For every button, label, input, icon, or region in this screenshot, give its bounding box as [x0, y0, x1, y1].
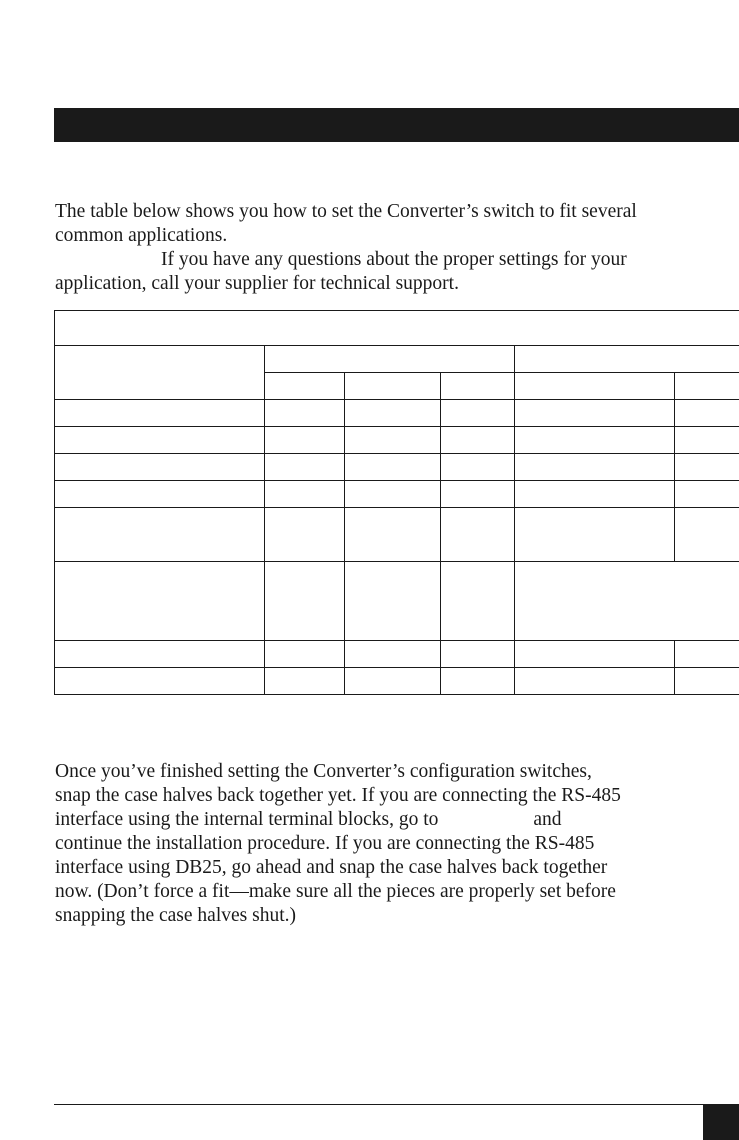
table-cell	[345, 641, 441, 668]
closing-line-4: continue the installation procedure. If you are connecting the RS-485	[55, 833, 595, 854]
table-cell	[675, 454, 739, 481]
table-cell	[55, 508, 265, 562]
footer-rule	[54, 1104, 704, 1105]
table-cell	[55, 481, 265, 508]
table-header-cell	[515, 346, 739, 373]
table-cell	[345, 508, 441, 562]
closing-line-7: snapping the case halves shut.)	[55, 905, 296, 926]
table-cell	[55, 668, 265, 695]
closing-line-3	[55, 808, 621, 832]
table-cell	[265, 508, 345, 562]
table-cell	[265, 481, 345, 508]
table-cell	[515, 481, 675, 508]
table-header-cell	[345, 373, 441, 400]
intro-line-2: common applications.	[55, 225, 228, 246]
table-cell	[345, 481, 441, 508]
table-cell	[55, 400, 265, 427]
table-header-cell	[265, 373, 345, 400]
table-cell	[515, 454, 675, 481]
table-row	[55, 668, 739, 695]
table-header-cell	[515, 373, 675, 400]
intro-paragraph	[55, 200, 637, 296]
intro-line-1: The table below shows you how to set the Converter’s switch to fit several	[55, 201, 637, 222]
table-row	[55, 481, 739, 508]
table-row	[55, 508, 739, 562]
closing-paragraph	[55, 760, 621, 928]
table-cell	[265, 427, 345, 454]
closing-line-5: interface using DB25, go ahead and snap the case halves back together	[55, 857, 608, 878]
table-title-cell	[55, 311, 739, 346]
table-header-cell	[265, 346, 515, 373]
table-cell	[441, 641, 515, 668]
table-header-cell	[441, 373, 515, 400]
table-cell	[265, 400, 345, 427]
table-header-row	[55, 346, 739, 373]
table-cell	[55, 454, 265, 481]
table-cell	[265, 641, 345, 668]
section-title-bar	[54, 108, 739, 142]
table-cell	[345, 454, 441, 481]
table-cell	[675, 481, 739, 508]
table-cell	[515, 427, 675, 454]
closing-line-3-end: and	[533, 809, 562, 830]
table-title-row	[55, 311, 739, 346]
table-cell	[441, 562, 515, 641]
page-number-box	[703, 1104, 739, 1140]
table-cell	[675, 400, 739, 427]
table-header-cell	[55, 346, 265, 400]
table-cell	[55, 427, 265, 454]
table-cell	[441, 508, 515, 562]
table-cell	[515, 641, 675, 668]
table-cell	[515, 562, 739, 641]
table-cell	[265, 454, 345, 481]
table-cell	[675, 668, 739, 695]
table-cell	[441, 427, 515, 454]
table-cell	[515, 508, 675, 562]
intro-line-4: application, call your supplier for technical support.	[55, 273, 459, 294]
table-cell	[441, 400, 515, 427]
table-row	[55, 641, 739, 668]
table-row	[55, 400, 739, 427]
table-cell	[345, 400, 441, 427]
switch-settings-table	[54, 310, 739, 695]
table-cell	[345, 427, 441, 454]
table-row	[55, 562, 739, 641]
table-row	[55, 427, 739, 454]
closing-line-3-start: interface using the internal terminal blocks, go to	[55, 809, 439, 830]
closing-line-6: now. (Don’t force a fit—make sure all the pieces are properly set before	[55, 881, 616, 902]
table-cell	[441, 454, 515, 481]
table-cell	[345, 668, 441, 695]
table-cell	[515, 400, 675, 427]
table-header-cell	[675, 373, 739, 400]
table-cell	[441, 668, 515, 695]
table-cell	[55, 562, 265, 641]
intro-line-3: If you have any questions about the proper settings for your	[161, 249, 627, 270]
table-cell	[265, 562, 345, 641]
table-cell	[675, 427, 739, 454]
table-row	[55, 454, 739, 481]
closing-line-1: Once you’ve finished setting the Converter’s configuration switches,	[55, 761, 592, 782]
table-cell	[265, 668, 345, 695]
table-cell	[441, 481, 515, 508]
table-cell	[55, 641, 265, 668]
table-cell	[675, 508, 739, 562]
table-cell	[345, 562, 441, 641]
closing-line-2: snap the case halves back together yet. If you are connecting the RS-485	[55, 785, 621, 806]
table-cell	[515, 668, 675, 695]
table-cell	[675, 641, 739, 668]
